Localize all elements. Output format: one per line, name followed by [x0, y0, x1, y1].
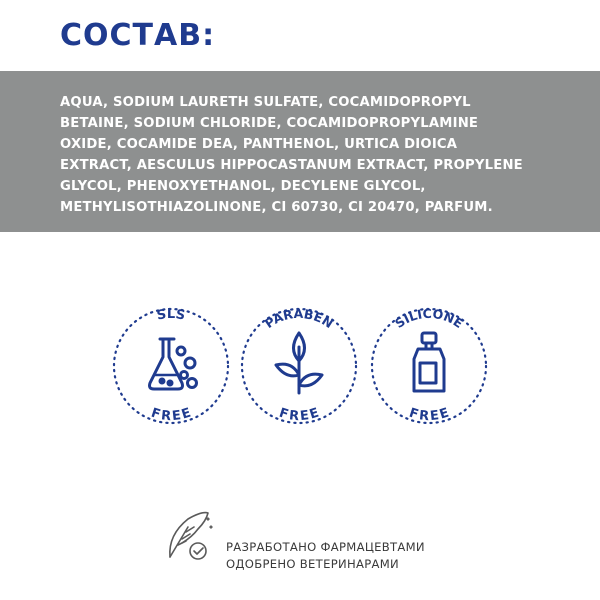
badge-bottom-label: FREE	[407, 405, 451, 425]
tube-icon	[414, 333, 444, 391]
ingredients-line: BETAINE, SODIUM CHLORIDE, COCAMIDOPROPYLAMINE	[60, 116, 479, 131]
badge-bottom-label: FREE	[277, 405, 321, 425]
footer-line-veterinarians: ОДОБРЕНО ВЕТЕРИНАРАМИ	[226, 557, 400, 571]
sls-free-badge	[108, 303, 234, 429]
ingredients-line: EXTRACT, AESCULUS HIPPOCASTANUM EXTRACT, PROPYLENE	[60, 158, 523, 173]
badge-top-label: SILICONE	[392, 305, 466, 331]
ingredients-line: OXIDE, COCAMIDE DEA, PANTHENOL, URTICA DIOICA	[60, 137, 458, 152]
leaf-icon	[276, 333, 322, 393]
badge-top-label: SLS	[155, 307, 187, 324]
footer-line-pharmacists: РАЗРАБОТАНО ФАРМАЦЕВТАМИ	[226, 540, 425, 554]
feather-check-icon	[158, 507, 218, 567]
ingredients-line: AQUA, SODIUM LAURETH SULFATE, COCAMIDOPROPYL	[60, 95, 471, 110]
ingredients-line: GLYCOL, PHENOXYETHANOL, DECYLENE GLYCOL,	[60, 179, 426, 194]
paraben-free-badge	[236, 303, 362, 429]
page-title: СОСТАВ:	[60, 18, 216, 53]
badge-bottom-label: FREE	[149, 405, 193, 425]
flask-icon	[150, 339, 197, 389]
silicone-free-badge	[366, 303, 492, 429]
badge-top-label: PARABEN	[261, 305, 337, 332]
ingredients-text	[60, 92, 580, 218]
footer-claims	[226, 539, 425, 573]
ingredients-line: METHYLISOTHIAZOLINONE, CI 60730, CI 20470, PARFUM.	[60, 200, 493, 215]
